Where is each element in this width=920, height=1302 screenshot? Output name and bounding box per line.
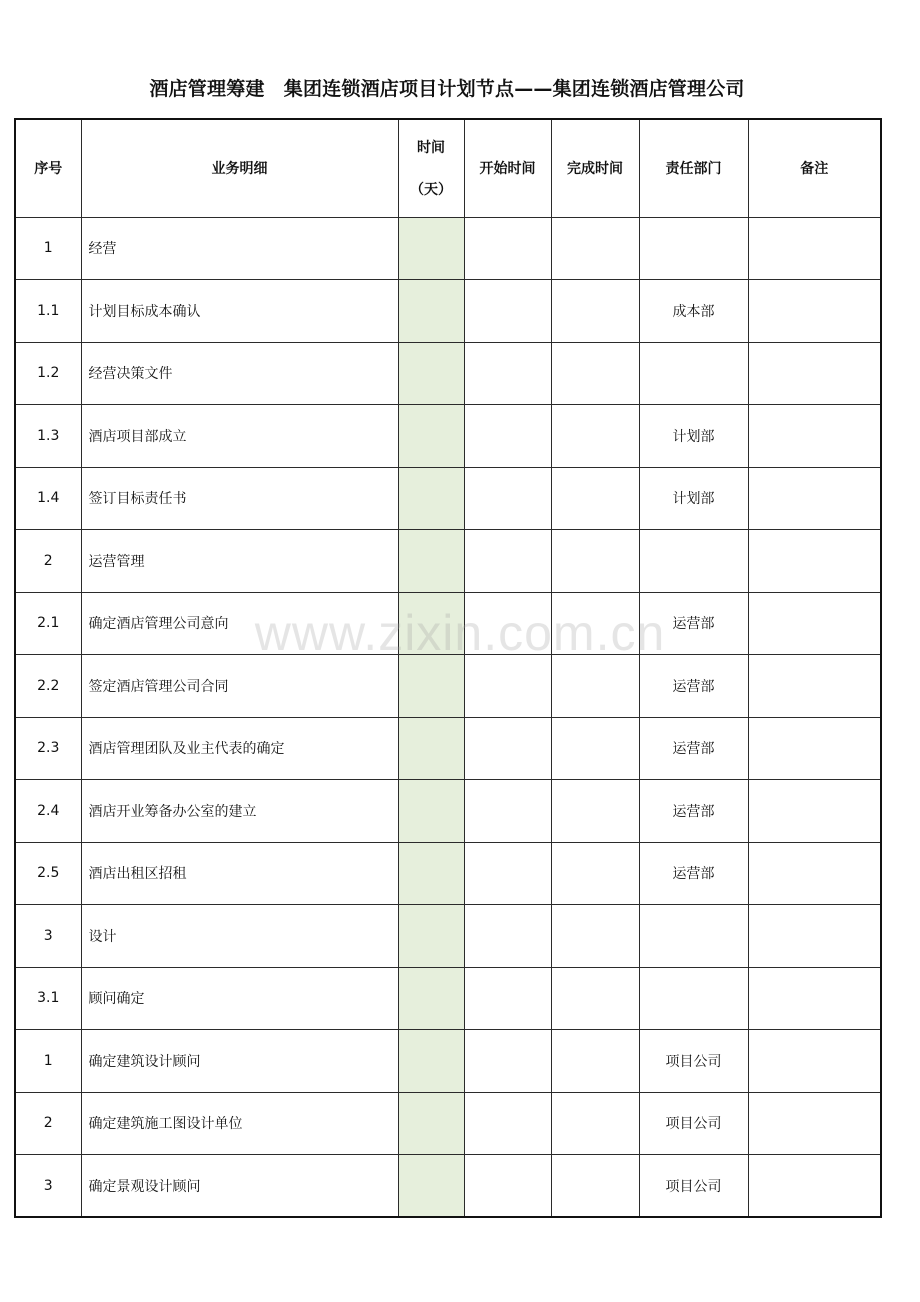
cell-finish [551, 530, 639, 593]
cell-note [748, 780, 881, 843]
cell-note [748, 967, 881, 1030]
cell-days [398, 717, 464, 780]
cell-seq: 2.1 [15, 592, 81, 655]
cell-finish [551, 842, 639, 905]
cell-days [398, 530, 464, 593]
cell-note [748, 592, 881, 655]
cell-finish [551, 717, 639, 780]
cell-finish [551, 655, 639, 718]
cell-seq: 2 [15, 1092, 81, 1155]
cell-days [398, 467, 464, 530]
cell-note [748, 530, 881, 593]
cell-dept [639, 967, 748, 1030]
cell-note [748, 405, 881, 468]
cell-days [398, 905, 464, 968]
cell-days [398, 1092, 464, 1155]
cell-seq: 3 [15, 905, 81, 968]
cell-detail: 经营 [81, 217, 398, 280]
header-days-line2: （天） [410, 182, 452, 199]
table-row [15, 1155, 881, 1218]
cell-finish [551, 467, 639, 530]
cell-days [398, 280, 464, 343]
header-finish: 完成时间 [551, 119, 639, 217]
cell-dept: 计划部 [639, 405, 748, 468]
cell-seq: 3.1 [15, 967, 81, 1030]
page-title: 酒店管理筹建 集团连锁酒店项目计划节点——集团连锁酒店管理公司 [149, 78, 745, 100]
cell-detail: 酒店管理团队及业主代表的确定 [81, 717, 398, 780]
cell-note [748, 342, 881, 405]
cell-days [398, 405, 464, 468]
cell-days [398, 1155, 464, 1218]
cell-seq: 1 [15, 217, 81, 280]
cell-finish [551, 280, 639, 343]
cell-finish [551, 967, 639, 1030]
header-seq: 序号 [15, 119, 81, 217]
cell-dept: 计划部 [639, 467, 748, 530]
cell-finish [551, 1030, 639, 1093]
cell-finish [551, 1092, 639, 1155]
cell-note [748, 1030, 881, 1093]
cell-note [748, 842, 881, 905]
cell-finish [551, 342, 639, 405]
cell-start [464, 1155, 551, 1218]
cell-finish [551, 1155, 639, 1218]
cell-seq: 1.2 [15, 342, 81, 405]
cell-note [748, 217, 881, 280]
cell-days [398, 780, 464, 843]
cell-dept: 项目公司 [639, 1092, 748, 1155]
cell-start [464, 217, 551, 280]
cell-start [464, 530, 551, 593]
cell-start [464, 405, 551, 468]
cell-detail: 签定酒店管理公司合同 [81, 655, 398, 718]
cell-seq: 1.3 [15, 405, 81, 468]
cell-dept [639, 342, 748, 405]
cell-days [398, 655, 464, 718]
table-row [15, 1030, 881, 1093]
cell-dept: 运营部 [639, 592, 748, 655]
table-row [15, 967, 881, 1030]
cell-seq: 2.2 [15, 655, 81, 718]
cell-detail: 签订目标责任书 [81, 467, 398, 530]
table-row [15, 405, 881, 468]
table-row [15, 655, 881, 718]
table-row [15, 592, 881, 655]
cell-start [464, 592, 551, 655]
cell-detail: 确定建筑设计顾问 [81, 1030, 398, 1093]
table-body [15, 217, 881, 1217]
cell-start [464, 342, 551, 405]
cell-dept: 项目公司 [639, 1030, 748, 1093]
cell-start [464, 717, 551, 780]
table-row [15, 467, 881, 530]
cell-detail: 酒店项目部成立 [81, 405, 398, 468]
cell-seq: 2 [15, 530, 81, 593]
cell-seq: 2.4 [15, 780, 81, 843]
header-start: 开始时间 [464, 119, 551, 217]
cell-finish [551, 592, 639, 655]
watermark: www.zixin.com.cn [254, 605, 666, 661]
header-dept: 责任部门 [639, 119, 748, 217]
table-row [15, 280, 881, 343]
header-row [15, 119, 881, 217]
cell-dept [639, 905, 748, 968]
cell-seq: 2.5 [15, 842, 81, 905]
cell-finish [551, 405, 639, 468]
cell-start [464, 280, 551, 343]
cell-seq: 2.3 [15, 717, 81, 780]
cell-dept: 运营部 [639, 717, 748, 780]
cell-detail: 确定景观设计顾问 [81, 1155, 398, 1218]
cell-finish [551, 780, 639, 843]
table-row [15, 342, 881, 405]
cell-days [398, 592, 464, 655]
cell-start [464, 655, 551, 718]
cell-detail: 确定建筑施工图设计单位 [81, 1092, 398, 1155]
header-days [398, 119, 464, 217]
cell-days [398, 1030, 464, 1093]
cell-detail: 经营决策文件 [81, 342, 398, 405]
cell-start [464, 780, 551, 843]
cell-start [464, 1092, 551, 1155]
header-note: 备注 [748, 119, 881, 217]
cell-seq: 1.4 [15, 467, 81, 530]
table-row [15, 842, 881, 905]
cell-detail: 计划目标成本确认 [81, 280, 398, 343]
cell-note [748, 655, 881, 718]
cell-start [464, 967, 551, 1030]
cell-start [464, 905, 551, 968]
header-days-line1: 时间 [417, 140, 445, 157]
cell-detail: 确定酒店管理公司意向 [81, 592, 398, 655]
cell-detail: 顾问确定 [81, 967, 398, 1030]
cell-dept [639, 217, 748, 280]
cell-note [748, 717, 881, 780]
cell-finish [551, 217, 639, 280]
cell-note [748, 467, 881, 530]
cell-start [464, 1030, 551, 1093]
cell-days [398, 967, 464, 1030]
cell-start [464, 467, 551, 530]
cell-note [748, 905, 881, 968]
cell-detail: 酒店出租区招租 [81, 842, 398, 905]
cell-detail: 设计 [81, 905, 398, 968]
header-detail: 业务明细 [81, 119, 398, 217]
cell-seq: 1 [15, 1030, 81, 1093]
table-row [15, 1092, 881, 1155]
table-row [15, 717, 881, 780]
plan-table [14, 118, 882, 1218]
cell-dept: 运营部 [639, 780, 748, 843]
cell-start [464, 842, 551, 905]
cell-seq: 3 [15, 1155, 81, 1218]
cell-dept: 项目公司 [639, 1155, 748, 1218]
table-row [15, 530, 881, 593]
cell-finish [551, 905, 639, 968]
cell-dept: 成本部 [639, 280, 748, 343]
cell-days [398, 842, 464, 905]
cell-dept: 运营部 [639, 655, 748, 718]
table-row [15, 780, 881, 843]
table-row [15, 905, 881, 968]
cell-seq: 1.1 [15, 280, 81, 343]
cell-note [748, 280, 881, 343]
cell-detail: 运营管理 [81, 530, 398, 593]
cell-note [748, 1155, 881, 1218]
cell-note [748, 1092, 881, 1155]
cell-days [398, 217, 464, 280]
cell-dept: 运营部 [639, 842, 748, 905]
table-row [15, 217, 881, 280]
cell-dept [639, 530, 748, 593]
cell-days [398, 342, 464, 405]
cell-detail: 酒店开业筹备办公室的建立 [81, 780, 398, 843]
